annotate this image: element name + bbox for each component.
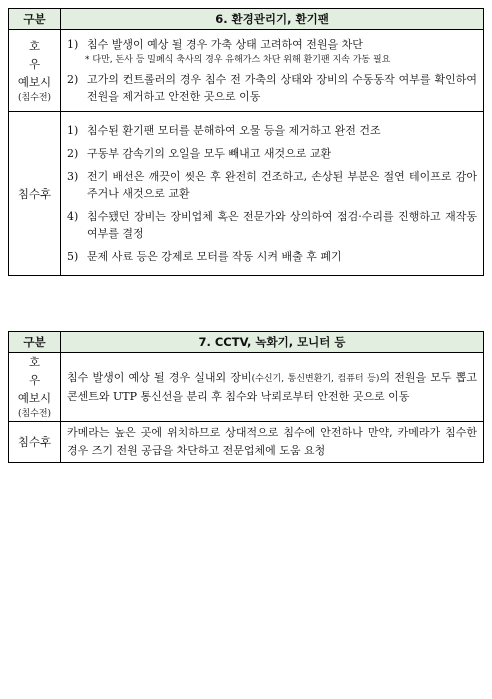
header-title: 6. 환경관리기, 환기팬 <box>61 9 484 30</box>
list-item: 5) 문제 사료 등은 강제로 모터를 작동 시켜 배출 후 폐기 <box>67 250 342 263</box>
table-row-before-flood <box>9 30 484 112</box>
header-title: 7. CCTV, 녹화기, 모니터 등 <box>61 332 484 353</box>
header-category: 구분 <box>9 332 61 353</box>
list-item: 4) 침수됐던 장비는 장비업체 혹은 전문가와 상의하여 점검·수리를 진행하고 재작동 여부를 결정 <box>67 210 477 240</box>
list-item: 2) 구동부 감속기의 오일을 모두 빼내고 새것으로 교환 <box>67 147 332 160</box>
table-row-before-flood <box>9 353 484 422</box>
list-item: 3) 전기 배선은 깨끗이 씻은 후 완전히 건조하고, 손상된 부분은 절연 테이프로 감아주거나 새것으로 교환 <box>67 170 477 200</box>
row-content-before-flood <box>61 30 484 112</box>
row-label-before-flood: 호 우 예보시 (침수전) <box>9 353 61 422</box>
table-header-row <box>9 332 484 353</box>
equipment-table-cctv <box>8 331 484 463</box>
row-content-after-flood: 카메라는 높은 곳에 위치하므로 상대적으로 침수에 안전하나 만약, 카메라가 침수한 경우 즈기 전원 공급을 차단하고 전문업체에 도움 요청 <box>61 422 484 463</box>
row-label-after-flood: 침수후 <box>9 422 61 463</box>
header-category: 구분 <box>9 9 61 30</box>
table-row-after-flood <box>9 112 484 276</box>
table-header-row <box>9 9 484 30</box>
table-row-after-flood <box>9 422 484 463</box>
equipment-table-ventilation <box>8 8 484 276</box>
list-item: 1) 침수된 환기팬 모터를 분해하여 오물 등을 제거하고 완전 건조 <box>67 124 381 137</box>
row-label-after-flood: 침수후 <box>9 112 61 276</box>
row-content-after-flood <box>61 112 484 276</box>
row-label-before-flood: 호 우 예보시 (침수전) <box>9 30 61 112</box>
list-item: 1) 침수 발생이 예상 될 경우 가축 상태 고려하여 전원을 차단 <box>67 38 363 51</box>
row-content-before-flood: 침수 발생이 예상 될 경우 실내외 장비(수신기, 통신변환기, 컴퓨터 등)의 전원을 모두 뽑고 콘센트와 UTP 통신선을 분리 후 침수와 낙뢰로부터 안전한 곳으로 이동 <box>61 353 484 422</box>
list-item: 2) 고가의 컨트롤러의 경우 침수 전 가축의 상태와 장비의 수동동작 여부를 확인하여 전원을 제거하고 안전한 곳으로 이동 <box>67 73 477 103</box>
note-text: * 다만, 돈사 등 밀폐식 축사의 경우 유해가스 차단 위해 환기팬 지속 가동 필요 <box>85 55 391 65</box>
